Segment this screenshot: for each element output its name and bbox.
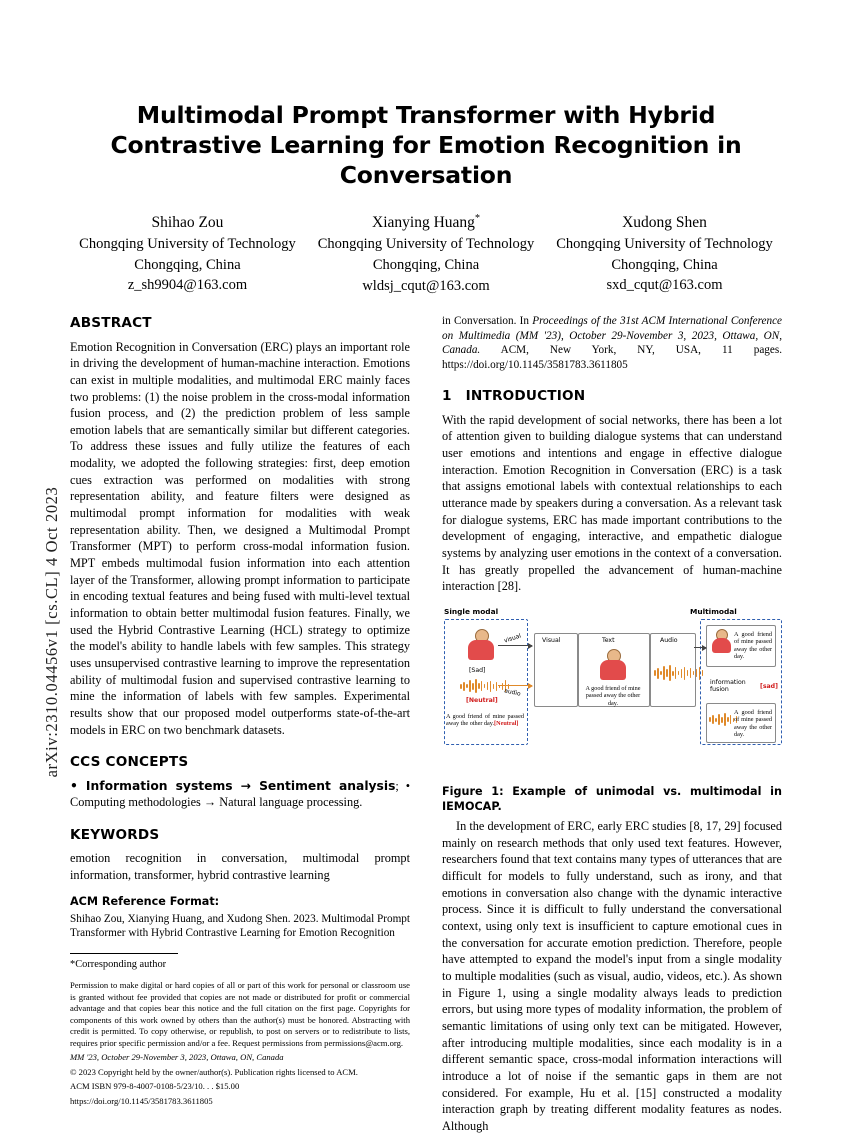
author-name: Shihao Zou <box>151 214 224 232</box>
right-column <box>442 314 782 1142</box>
acm-reference-heading: ACM Reference Format: <box>70 894 220 908</box>
ccs-text <box>70 778 410 811</box>
figure-1-caption: Figure 1: Example of unimodal vs. multimodal in IEMOCAP. <box>442 785 782 813</box>
keywords-heading: KEYWORDS <box>70 827 160 843</box>
footnote-divider <box>70 953 178 954</box>
section-title: INTRODUCTION <box>465 388 586 405</box>
text-box-utterance: A good friend of mine passed away the other day. <box>585 685 641 707</box>
author-block <box>309 212 544 296</box>
corresponding-footnote: *Corresponding author <box>70 959 167 971</box>
tag-neutral-left: [Neutral] <box>466 697 498 704</box>
utterance-label-left: [Neutral] <box>494 720 519 728</box>
arrow-to-multimodal-top <box>694 647 706 648</box>
avatar-body <box>600 660 626 680</box>
label-visual-edge: visual <box>503 632 522 645</box>
author-location: Chongqing, China <box>134 256 241 273</box>
author-email: wldsj_cqut@163.com <box>362 277 490 294</box>
ccs-heading: CCS CONCEPTS <box>70 754 189 771</box>
tag-sad-left: [Sad] <box>469 667 486 674</box>
permission-block <box>70 980 410 1107</box>
visual-box-label: Visual <box>542 637 561 644</box>
permission-paragraph: Permission to make digital or hard copies of all or part of this work for personal or classroom use is granted without fee provided that copies are not made or distributed for profit or commercial advantage and that copies bear this notice and the full citation on the first page. Copyrights for components of this work owned by others than the author(s) must be honored. Abstracting with credit is permitted. To copy otherwise, or republish, to post on servers or to redistribute to lists, requires prior specific permission and/or a fee. Request permissions from permissions@acm.org. <box>70 980 410 1048</box>
abstract-text: Emotion Recognition in Conversation (ERC) plays an important role in driving the development of human-machine interaction. Emotions can exist in multiple modalities, and multimodal ERC mainly faces two problems: (1) the noise problem in the cross-modal information fusion process, and (2) the prediction problem of less sample emotion labels that are semantically similar but different categories. To address these issues and fully utilize the features of each modality, we adopted the following strategies: first, deep emotion cues extraction was performed on modalities with strong representation ability, and feature filters were designed as multimodal prompt information for modalities with weak representation ability. Then, we designed a Multimodal Prompt Transformer (MPT) to perform cross-modal information fusion. MPT embeds multimodal fusion information into each attention layer of the Transformer, allowing prompt information to participate in encoding textual features and being fused with multi-level textual information to obtain better multimodal fusion features. Finally, we used the Hybrid Contrastive Learning (HCL) strategy to optimize the model's ability to handle labels with few samples. This strategy uses unsupervised contrastive learning to improve the representation ability of multimodal fusion and supervised contrastive learning to mine the information of labels with few samples. Experimental results show that our proposed model outperforms state-of-the-art models in ERC on two benchmark datasets. <box>70 339 410 737</box>
ref-cont-part2: ACM, New York, NY, USA, 11 pages. https://doi.org/10.1145/3581783.3611805 <box>442 344 782 371</box>
audio-waveform-box <box>654 665 703 681</box>
arrow-to-visual <box>498 645 532 646</box>
author-affiliation: Chongqing University of Technology <box>317 236 535 253</box>
figure-label-multimodal: Multimodal <box>690 607 737 616</box>
ccs-text-part3: . <box>359 795 363 810</box>
author-location: Chongqing, China <box>611 256 718 273</box>
page-title: Multimodal Prompt Transformer with Hybrid Contrastive Learning for Emotion Recognition in Conversation <box>110 101 742 190</box>
author-block <box>547 212 782 296</box>
ccs-text-part2: ; • Computing methodologies → Natural language processing <box>70 778 411 810</box>
fusion-label: information fusion <box>710 679 746 694</box>
acm-reference-text: Shihao Zou, Xianying Huang, and Xudong Shen. 2023. Multimodal Prompt Transformer with Hybrid Contrastive Learning for Emotion Recognition <box>70 912 410 940</box>
permission-copyright: © 2023 Copyright held by the owner/author(s). Publication rights licensed to ACM. <box>70 1066 358 1077</box>
ccs-text-part1: • Information systems → Sentiment analysis <box>70 778 396 793</box>
multimodal-top-text: A good friend of mine passed away the other day. <box>734 631 772 660</box>
two-column-body <box>70 314 782 1142</box>
ref-cont-part1: in Conversation. In <box>442 315 533 328</box>
tag-sad-multimodal: [sad] <box>760 683 778 690</box>
author-name: Xudong Shen <box>622 214 707 232</box>
corresponding-marker: * <box>474 213 480 225</box>
multimodal-avatar-top <box>710 629 732 655</box>
author-name: Xianying Huang <box>372 214 475 232</box>
permission-doi[interactable]: https://doi.org/10.1145/3581783.3611805 <box>70 1095 213 1106</box>
audio-waveform-left <box>460 679 509 693</box>
intro-paragraph-1: With the rapid development of social networks, there has been a lot of attention given to building dialogue systems that can understand user emotions and intentions and engage in effective dialogue interaction. Emotion Recognition in Conversation (ERC) is a task that assigns emotional labels with contextual relationships to each utterance made by speakers during a conversation. As a relevant task for dialogue systems, ERC has made important contributions to the development of engaging, interactive, and empathetic dialogue systems by analyzing user emotions in the context of a conversation. It has greatly propelled the advancement of human-machine interaction [28]. <box>442 412 782 594</box>
text-box-avatar <box>598 649 628 683</box>
arxiv-stamp: arXiv:2310.04456v1 [cs.CL] 4 Oct 2023 <box>42 486 61 778</box>
permission-isbn: ACM ISBN 979-8-4007-0108-5/23/10. . . $15.00 <box>70 1081 240 1092</box>
permission-conference: MM '23, October 29-November 3, 2023, Ottawa, ON, Canada <box>70 1052 284 1063</box>
author-list <box>70 212 782 296</box>
arrow-to-audio <box>498 685 532 686</box>
utterance-text-left: A good friend of mine passed away the other day.[Neutral] <box>446 713 524 728</box>
label-audio-edge: audio <box>503 687 522 698</box>
abstract-heading: ABSTRACT <box>70 315 152 332</box>
author-affiliation: Chongqing University of Technology <box>556 236 773 253</box>
section-number: 1 <box>442 388 452 405</box>
figure-1-canvas <box>442 607 782 777</box>
figure-label-single-modal: Single modal <box>444 607 499 616</box>
author-block <box>70 212 305 296</box>
reference-continuation <box>442 314 782 372</box>
avatar-body <box>712 638 731 653</box>
speaker-avatar-left <box>466 629 496 663</box>
text-box-label: Text <box>602 637 615 644</box>
author-location: Chongqing, China <box>372 256 480 273</box>
avatar-body <box>468 640 494 660</box>
intro-paragraph-2: In the development of ERC, early ERC studies [8, 17, 29] focused mainly on research methods that only used text features. However, researchers found that text contains many types of utterances that are difficult for models to fully understand, such as irony, and that emotions in conversation also change with the dynamic interactive process. Since it is difficult to fully understand the conversational context, using only text is insufficient to capture emotional cues in the conversation for accurate emotion prediction. Therefore, people have attempted to expand the model's input from a single modality to multiple modalities (such as visual, audio, videos, etc.). As shown in Figure 1, using a single modality always leads to prediction errors, but using more types of modality information, the problem of semantic limitations of using only text can be mitigated. However, after introducing multiple modalities, since each modality is in a different semantic space, cross-modal information interactions will introduce a lot of noise if the semantic gaps in them are not considered. For example, Hu et al. [15] constructed a modality interaction graph by treating different modality features as nodes. Although <box>442 819 782 1133</box>
section-heading-introduction <box>442 387 782 405</box>
left-column <box>70 314 410 1142</box>
paper-content <box>70 100 782 1143</box>
audio-box-label: Audio <box>660 637 678 644</box>
ref-cont-italic: Proceedings of the 31st ACM International Conference on Multimedia (MM '23), October 29-November 3, 2023, Ottawa, ON, Canada. <box>442 315 782 357</box>
figure-1 <box>442 607 782 814</box>
author-email: sxd_cqut@163.com <box>606 277 723 294</box>
multimodal-bottom-text: A good friend of mine passed away the other day. <box>734 709 772 738</box>
author-affiliation: Chongqing University of Technology <box>79 236 296 253</box>
keywords-text: emotion recognition in conversation, multimodal prompt information, transformer, hybrid contrastive learning <box>70 851 410 883</box>
author-email: z_sh9904@163.com <box>127 277 248 294</box>
